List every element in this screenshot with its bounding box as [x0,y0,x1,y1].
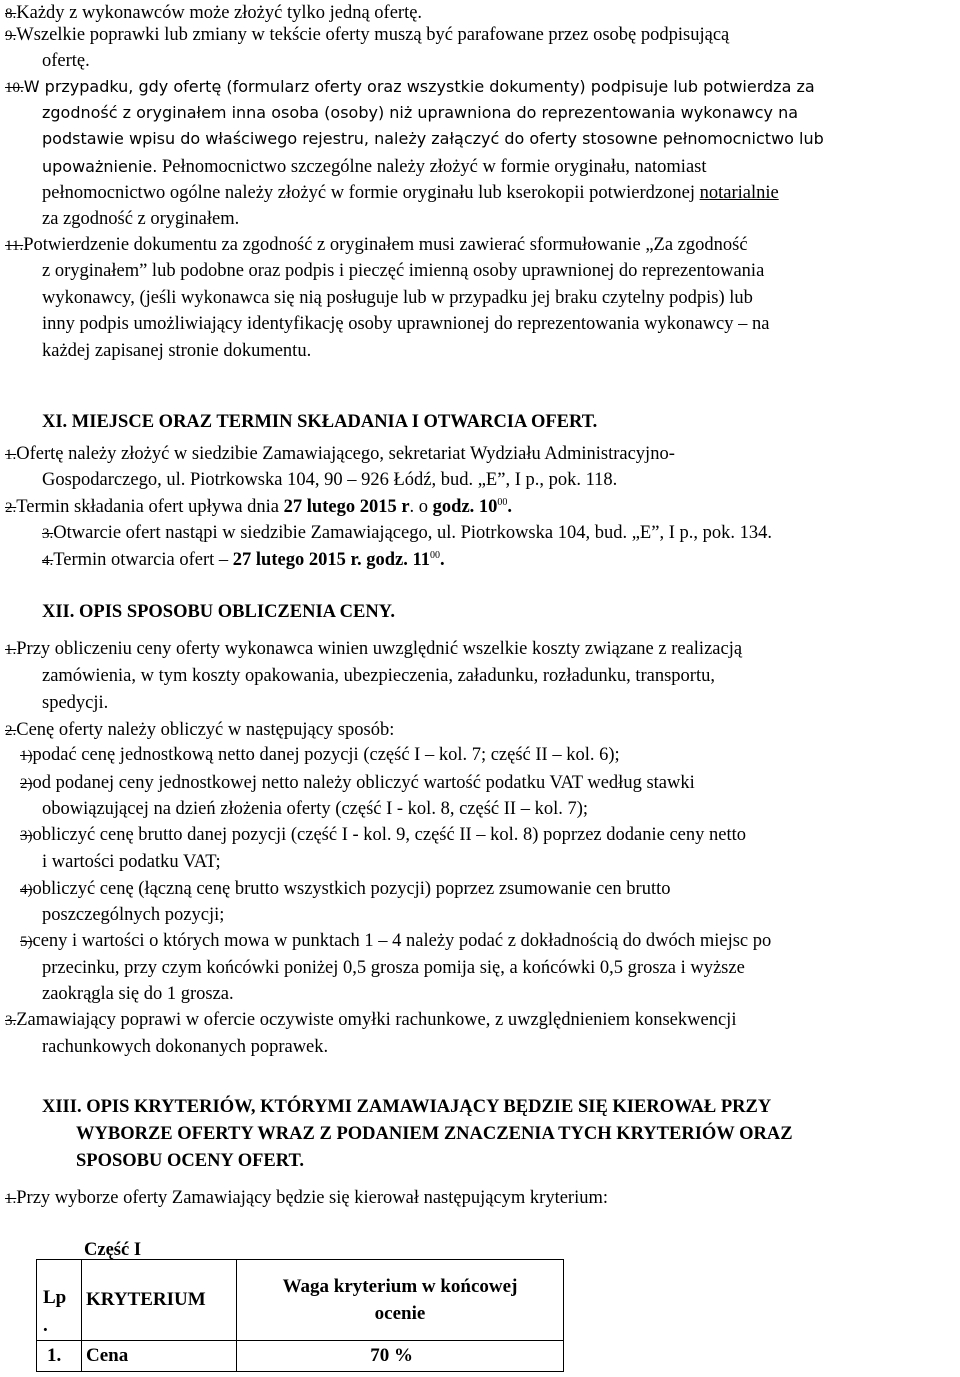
row-waga: 70 % [237,1341,564,1372]
list-item-11-line4: inny podpis umożliwiający identyfikację osoby uprawnionej do reprezentowania wykonawcy – na [42,314,770,334]
section-heading-xi: XI. MIEJSCE ORAZ TERMIN SKŁADANIA I OTWARCIA OFERT. [42,412,598,432]
table-caption: Część I [84,1240,142,1260]
list-item-10-line5: pełnomocnictwo ogólne należy złożyć w formie oryginału lub kserokopii potwierdzonej notarialnie [42,183,779,203]
section-xii-subitem-3-line2: i wartości podatku VAT; [42,852,221,872]
list-item-9-cont: ofertę. [42,51,90,71]
section-xii-subitem-4: 4)obliczyć cenę (łączną cenę brutto wszystkich pozycji) poprzez zsumowanie cen brutto [20,879,671,899]
table-header-row [37,1260,564,1341]
section-xii-subitem-1: 1)podać cenę jednostkową netto danej pozycji (część I – kol. 7; część II – kol. 6); [20,745,620,765]
list-item-10-line2: zgodność z oryginałem inna osoba (osoby) niż uprawniona do reprezentowania wykonawcy na [42,103,799,122]
section-xii-item-3: 3.Zamawiający poprawi w ofercie oczywiste omyłki rachunkowe, z uwzględnieniem konsekwencji [5,1010,737,1030]
table-row [37,1341,564,1372]
section-heading-xiii: XIII. OPIS KRYTERIÓW, KTÓRYMI ZAMAWIAJĄCY BĘDZIE SIĘ KIEROWAŁ PRZY [42,1097,772,1117]
list-item-10: 10.W przypadku, gdy ofertę (formularz oferty oraz wszystkie dokumenty) podpisuje lub potwierdza za [5,77,815,96]
list-item-9: 9.Wszelkie poprawki lub zmiany w tekście oferty muszą być parafowane przez osobę podpisującą [5,25,730,45]
list-item-11: 11.Potwierdzenie dokumentu za zgodność z oryginałem musi zawierać sformułowanie „Za zgodność [5,235,748,255]
criteria-table [36,1259,564,1372]
section-xii-subitem-5-line3: zaokrągla się do 1 grosza. [42,984,234,1004]
list-item-10-line3: podstawie wpisu do właściwego rejestru, należy załączyć do oferty stosowne pełnomocnictwo lub [42,129,824,148]
section-xi-item-2: 2.Termin składania ofert upływa dnia 27 lutego 2015 r. o godz. $10^{00}$. [5,496,513,517]
section-xi-item-1: 1.Ofertę należy złożyć w siedzibie Zamawiającego, sekretariat Wydziału Administracyjno- [5,444,675,464]
header-waga: Waga kryterium w końcowej ocenie [237,1260,564,1341]
section-xii-item-1: 1.Przy obliczeniu ceny oferty wykonawca winien uwzględnić wszelkie koszty związane z realizacją [5,639,743,659]
section-xiii-item-1: 1.Przy wyborze oferty Zamawiający będzie się kierował następującym kryterium: [5,1188,609,1208]
section-heading-xiii-line2: WYBORZE OFERTY WRAZ Z PODANIEM ZNACZENIA TYCH KRYTERIÓW ORAZ [76,1124,793,1144]
header-kryterium: KRYTERIUM [82,1260,237,1341]
row-kryterium: Cena [82,1341,237,1372]
list-item-11-line5: każdej zapisanej stronie dokumentu. [42,341,312,361]
section-xii-item-2: 2.Cenę oferty należy obliczyć w następujący sposób: [5,720,395,740]
list-item-10-line4: upoważnienie. Pełnomocnictwo szczególne należy złożyć w formie oryginału, natomiast [42,157,707,177]
section-xii-subitem-5-line2: przecinku, przy czym końcówki poniżej 0,5 grosza pomija się, a końcówki 0,5 grosza i wyższe [42,958,745,978]
row-lp: 1. [37,1341,82,1372]
section-heading-xiii-line3: SPOSOBU OCENY OFERT. [76,1151,305,1171]
section-xii-subitem-4-line2: poszczególnych pozycji; [42,905,225,925]
header-lp: Lp . [37,1260,82,1341]
list-item-11-line2: z oryginałem” lub podobne oraz podpis i pieczęć imienną osoby uprawnionej do reprezentowania [42,261,765,281]
section-xii-item-3-line2: rachunkowych dokonanych poprawek. [42,1037,329,1057]
section-xii-item-1-line3: spedycji. [42,693,109,713]
section-xi-item-1-line2: Gospodarczego, ul. Piotrkowska 104, 90 – 926 Łódź, bud. „E”, I p., pok. 118. [42,470,618,490]
section-xii-subitem-3: 3)obliczyć cenę brutto danej pozycji (część I - kol. 9, część II – kol. 8) poprzez dodanie ceny netto [20,825,746,845]
section-xii-subitem-2-line2: obowiązującej na dzień złożenia oferty (część I - kol. 8, część II – kol. 7); [42,799,589,819]
section-xi-item-3: 3.Otwarcie ofert nastąpi w siedzibie Zamawiającego, ul. Piotrkowska 104, bud. „E”, I p., pok. 134. [42,523,772,543]
section-heading-xii: XII. OPIS SPOSOBU OBLICZENIA CENY. [42,602,395,622]
section-xi-item-4: 4.Termin otwarcia ofert – 27 lutego 2015 r. godz. $11^{00}$. [42,549,445,570]
list-item-11-line3: wykonawcy, (jeśli wykonawca się nią posługuje lub w przypadku jej braku czytelny podpis) lub [42,288,753,308]
section-xii-item-1-line2: zamówienia, w tym koszty opakowania, ubezpieczenia, załadunku, rozładunku, transportu, [42,666,715,686]
list-item-10-line6: za zgodność z oryginałem. [42,209,240,229]
section-xii-subitem-2: 2)od podanej ceny jednostkowej netto należy obliczyć wartość podatku VAT według stawki [20,773,695,793]
section-xii-subitem-5: 5)ceny i wartości o których mowa w punktach 1 – 4 należy podać z dokładnością do dwóch miejsc po [20,931,772,951]
list-item-8: 8.Każdy z wykonawców może złożyć tylko jedną ofertę. [5,3,423,23]
